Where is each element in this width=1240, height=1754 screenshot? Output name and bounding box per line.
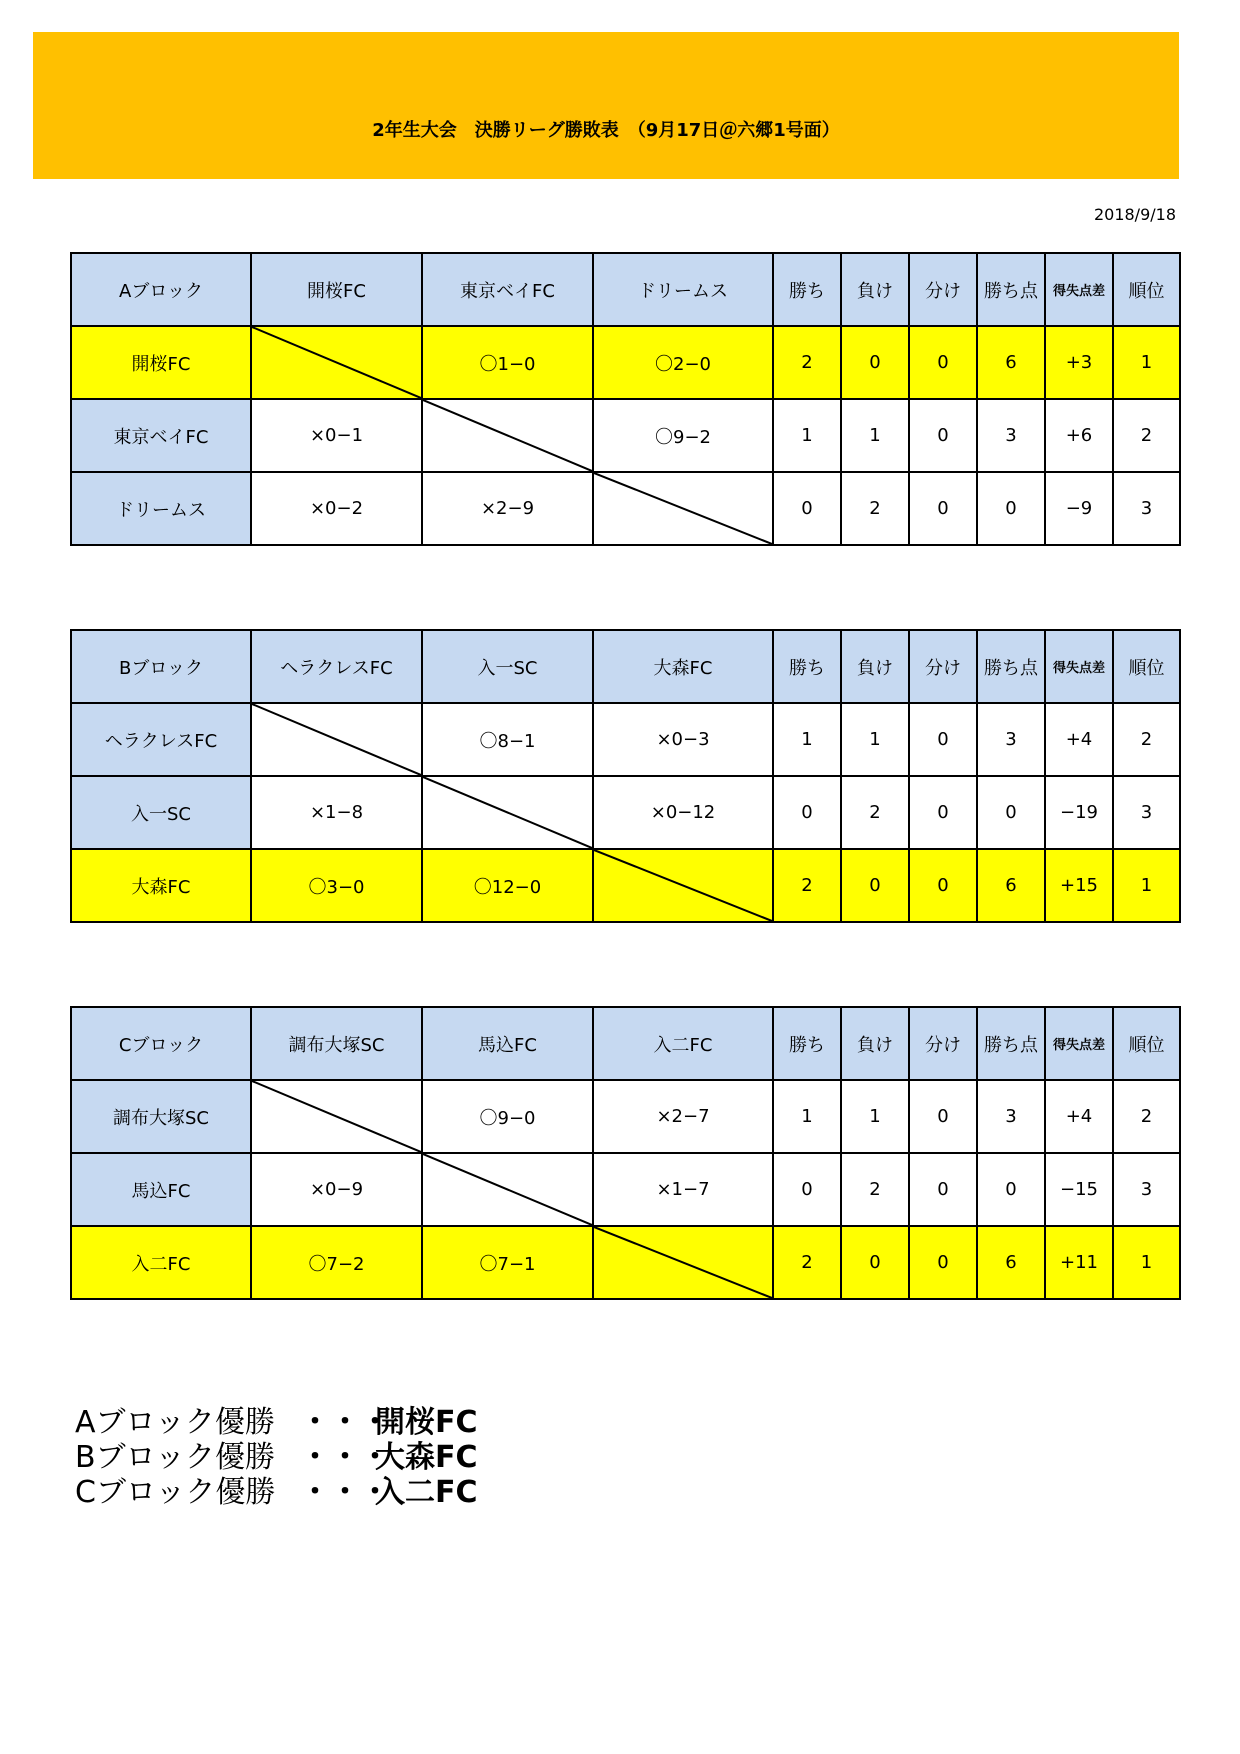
table-row <box>71 399 1180 472</box>
match-result: 〇2−0 <box>593 326 773 399</box>
diagonal-slash <box>594 1227 772 1298</box>
diagonal-slash <box>252 1081 421 1152</box>
self-match-cell <box>593 472 773 545</box>
stat-value: 1 <box>1113 1226 1180 1299</box>
stat-value: 3 <box>1113 472 1180 545</box>
champion-block-label: Aブロック優勝 <box>75 1405 275 1440</box>
stat-column-header: 順位 <box>1113 630 1180 703</box>
row-team-name: 調布大塚SC <box>71 1080 251 1153</box>
team-column-header: 東京ベイFC <box>422 253 593 326</box>
stat-value: 1 <box>841 399 909 472</box>
stat-column-header: 勝ち点 <box>977 253 1045 326</box>
champion-block-label: Cブロック優勝 <box>75 1475 276 1510</box>
stat-value: 1 <box>841 703 909 776</box>
league-table-b <box>70 629 1181 923</box>
diagonal-slash <box>423 777 592 848</box>
self-match-cell <box>422 1153 593 1226</box>
stat-value: −9 <box>1045 472 1113 545</box>
stat-column-header: 分け <box>909 1007 977 1080</box>
stat-value: 1 <box>1113 849 1180 922</box>
self-match-cell <box>593 1226 773 1299</box>
stat-column-header: 得失点差 <box>1045 1007 1113 1080</box>
row-team-name: 馬込FC <box>71 1153 251 1226</box>
stat-value: 6 <box>977 849 1045 922</box>
stat-value: 2 <box>841 1153 909 1226</box>
diagonal-slash <box>594 850 772 921</box>
champion-team: 入二FC <box>375 1475 478 1510</box>
match-result: 〇7−1 <box>422 1226 593 1299</box>
match-result: ×0−2 <box>251 472 422 545</box>
stat-value: 2 <box>841 776 909 849</box>
stat-value: +4 <box>1045 1080 1113 1153</box>
team-column-header: 入一SC <box>422 630 593 703</box>
stat-value: +11 <box>1045 1226 1113 1299</box>
stat-column-header: 負け <box>841 253 909 326</box>
stat-value: 1 <box>1113 326 1180 399</box>
table-row <box>71 849 1180 922</box>
block-name: Aブロック <box>71 253 251 326</box>
stat-column-header: 順位 <box>1113 1007 1180 1080</box>
title-banner <box>33 32 1179 179</box>
stat-value: 1 <box>773 1080 841 1153</box>
match-result: 〇7−2 <box>251 1226 422 1299</box>
match-result: ×1−7 <box>593 1153 773 1226</box>
stat-value: 0 <box>909 1080 977 1153</box>
stat-value: 3 <box>977 399 1045 472</box>
stat-value: 0 <box>773 472 841 545</box>
stat-value: 2 <box>773 1226 841 1299</box>
stat-value: 0 <box>977 1153 1045 1226</box>
stat-column-header: 得失点差 <box>1045 630 1113 703</box>
stat-value: 0 <box>909 472 977 545</box>
row-team-name: 東京ベイFC <box>71 399 251 472</box>
league-table-a <box>70 252 1181 546</box>
match-result: 〇3−0 <box>251 849 422 922</box>
stat-value: 0 <box>841 326 909 399</box>
match-result: ×0−12 <box>593 776 773 849</box>
row-team-name: 開桜FC <box>71 326 251 399</box>
self-match-cell <box>593 849 773 922</box>
stat-column-header: 負け <box>841 1007 909 1080</box>
stat-value: 2 <box>1113 1080 1180 1153</box>
champion-row-a <box>75 1405 478 1440</box>
stat-value: 6 <box>977 1226 1045 1299</box>
stat-value: 2 <box>773 326 841 399</box>
stat-value: +4 <box>1045 703 1113 776</box>
champion-block-label: Bブロック優勝 <box>75 1440 275 1475</box>
block-name: Cブロック <box>71 1007 251 1080</box>
stat-column-header: 勝ち点 <box>977 1007 1045 1080</box>
stat-column-header: 分け <box>909 630 977 703</box>
table-row <box>71 1153 1180 1226</box>
stat-column-header: 得失点差 <box>1045 253 1113 326</box>
match-result: 〇1−0 <box>422 326 593 399</box>
row-team-name: ヘラクレスFC <box>71 703 251 776</box>
team-column-header: 馬込FC <box>422 1007 593 1080</box>
champion-team: 大森FC <box>375 1440 478 1475</box>
row-team-name: ドリームス <box>71 472 251 545</box>
block-name: Bブロック <box>71 630 251 703</box>
self-match-cell <box>251 1080 422 1153</box>
diagonal-slash <box>252 704 421 775</box>
stat-column-header: 分け <box>909 253 977 326</box>
stat-value: 0 <box>977 472 1045 545</box>
stat-value: 0 <box>909 703 977 776</box>
stat-column-header: 勝ち <box>773 253 841 326</box>
stat-value: 0 <box>773 776 841 849</box>
stat-value: +6 <box>1045 399 1113 472</box>
stat-value: +15 <box>1045 849 1113 922</box>
stat-value: 0 <box>909 849 977 922</box>
match-result: 〇8−1 <box>422 703 593 776</box>
match-result: ×2−9 <box>422 472 593 545</box>
team-column-header: 開桜FC <box>251 253 422 326</box>
stat-value: 3 <box>977 703 1045 776</box>
match-result: 〇9−0 <box>422 1080 593 1153</box>
match-result: ×0−9 <box>251 1153 422 1226</box>
stat-value: 0 <box>909 326 977 399</box>
self-match-cell <box>422 399 593 472</box>
stat-column-header: 勝ち <box>773 1007 841 1080</box>
team-column-header: 大森FC <box>593 630 773 703</box>
report-date: 2018/9/18 <box>1093 205 1176 224</box>
stat-value: 0 <box>909 1153 977 1226</box>
header-row <box>71 630 1180 703</box>
champion-team: 開桜FC <box>375 1405 478 1440</box>
stat-value: −19 <box>1045 776 1113 849</box>
stat-value: +3 <box>1045 326 1113 399</box>
stat-value: 1 <box>841 1080 909 1153</box>
team-column-header: 調布大塚SC <box>251 1007 422 1080</box>
stat-column-header: 勝ち点 <box>977 630 1045 703</box>
champion-row-c <box>75 1475 478 1510</box>
stat-value: 0 <box>773 1153 841 1226</box>
stat-value: −15 <box>1045 1153 1113 1226</box>
diagonal-slash <box>423 400 592 471</box>
diagonal-slash <box>252 327 421 398</box>
table-row <box>71 1226 1180 1299</box>
champion-dots: ・・・ <box>300 1405 390 1440</box>
table-row <box>71 326 1180 399</box>
match-result: ×0−1 <box>251 399 422 472</box>
champion-dots: ・・・ <box>300 1475 390 1510</box>
champions-list <box>75 1405 478 1510</box>
stat-value: 0 <box>909 399 977 472</box>
league-table-c <box>70 1006 1181 1300</box>
table-row <box>71 703 1180 776</box>
stat-value: 1 <box>773 399 841 472</box>
team-column-header: ドリームス <box>593 253 773 326</box>
row-team-name: 大森FC <box>71 849 251 922</box>
table-row <box>71 472 1180 545</box>
stat-value: 2 <box>841 472 909 545</box>
champion-dots: ・・・ <box>300 1440 390 1475</box>
match-result: ×1−8 <box>251 776 422 849</box>
stat-value: 3 <box>977 1080 1045 1153</box>
stat-value: 3 <box>1113 1153 1180 1226</box>
self-match-cell <box>251 703 422 776</box>
self-match-cell <box>251 326 422 399</box>
page-title: 2年生大会 決勝リーグ勝敗表 （9月17日＠六郷1号面） <box>372 120 840 141</box>
row-team-name: 入二FC <box>71 1226 251 1299</box>
table-row <box>71 776 1180 849</box>
stat-column-header: 勝ち <box>773 630 841 703</box>
team-column-header: 入二FC <box>593 1007 773 1080</box>
stat-value: 0 <box>841 849 909 922</box>
stat-value: 1 <box>773 703 841 776</box>
header-row <box>71 253 1180 326</box>
diagonal-slash <box>594 473 772 544</box>
stat-value: 2 <box>1113 399 1180 472</box>
team-column-header: ヘラクレスFC <box>251 630 422 703</box>
stat-value: 0 <box>909 1226 977 1299</box>
match-result: 〇9−2 <box>593 399 773 472</box>
stat-value: 0 <box>841 1226 909 1299</box>
row-team-name: 入一SC <box>71 776 251 849</box>
stat-value: 6 <box>977 326 1045 399</box>
stat-value: 3 <box>1113 776 1180 849</box>
stat-value: 2 <box>1113 703 1180 776</box>
match-result: ×2−7 <box>593 1080 773 1153</box>
stat-value: 2 <box>773 849 841 922</box>
stat-value: 0 <box>909 776 977 849</box>
diagonal-slash <box>423 1154 592 1225</box>
stat-column-header: 順位 <box>1113 253 1180 326</box>
match-result: 〇12−0 <box>422 849 593 922</box>
stat-column-header: 負け <box>841 630 909 703</box>
champion-row-b <box>75 1440 478 1475</box>
self-match-cell <box>422 776 593 849</box>
table-row <box>71 1080 1180 1153</box>
match-result: ×0−3 <box>593 703 773 776</box>
header-row <box>71 1007 1180 1080</box>
stat-value: 0 <box>977 776 1045 849</box>
